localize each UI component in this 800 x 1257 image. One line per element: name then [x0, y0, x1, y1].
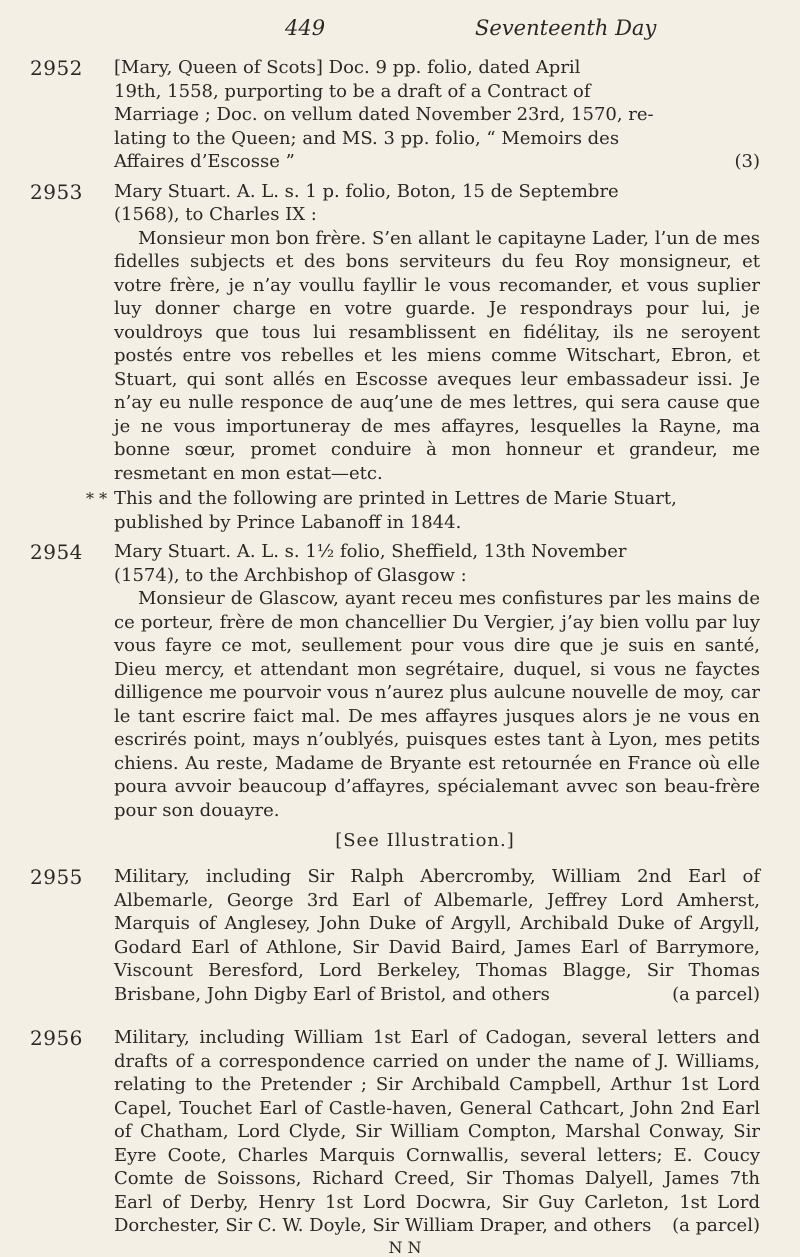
letter-text: Monsieur de Glascow, ayant receu mes confistures par les mains de ce porteur, frère de mon chancellier Du Vergier, j’ay bien vollu par luy vous fayre ce mot, seullement pour vous dire que je suis en santé, Dieu mercy, et attendant mon segrétaire, duquel, si vous ne fayctes dilligence me pourvoir vous n’aurez plus aulcune nouvelle de moy, car le tant escrire faict mal. De mes affayres jusques alors je ne vous en escrirés point, mays n’oublyés, puisques estes tant à Lyon, mes petits chiens. Au reste, Madame de Bryante est retournée en France où elle poura avvoir beaucoup d’affayres, spécialemant avvec son beau-frère pour son douayre.: [114, 588, 760, 821]
lot-description: Military, including William 1st Earl of Cadogan, several letters and drafts of a correspondence carried on under the name of J. Williams, relating to the Pretender ; Sir Archibald Campbell, Arthur 1st Lord Capel, Touchet Earl of Castle-haven, General Cathcart, John 2nd Earl of Chatham, Lord Clyde, Sir William Compton, Marshal Conway, Sir Eyre Coote, Charles Marquis Cornwallis, several letters; E. Coucy Comte de Soissons, Richard Creed, Sir Thomas Dalyell, James 7th Earl of Derby, Henry 1st Lord Docwra, Sir Guy Carleton, 1st Lord Dorchester, Sir C. W. Doyle, Sir William Draper, and others: [114, 1027, 760, 1236]
page-number: 449: [285, 16, 326, 40]
signature-mark: N N: [388, 1237, 422, 1257]
illustration-caption: [See Illustration.]: [335, 830, 515, 851]
lot-description: Military, including Sir Ralph Abercromby, William 2nd Earl of Albemarle, George 3rd Earl of Albemarle, Jeffrey Lord Amherst, Marquis of Anglesey, John Duke of Argyll, Archibald Duke of Argyll, Godard Earl of Athlone, Sir David Baird, James Earl of Barrymore, Viscount Beresford, Lord Berkeley, Thomas Blagge, Sir Thomas Brisbane, John Digby Earl of Bristol, and others: [114, 866, 760, 1005]
lot-line: [Mary, Queen of Scots] Doc. 9 pp. folio, dated April: [114, 57, 581, 78]
asterism: * *: [86, 489, 108, 508]
running-title: Seventeenth Day: [475, 16, 657, 40]
lot-line: [114, 150, 760, 174]
parcel-label: (a parcel): [672, 983, 760, 1005]
lot-entry: [30, 865, 760, 1006]
lot-line: (1574), to the Archbishop of Glasgow :: [114, 564, 467, 586]
lot-line: Mary Stuart. A. L. s. 1 p. folio, Boton, 15 de Septembre: [114, 180, 619, 202]
parcel-label: (a parcel): [672, 1215, 760, 1236]
lot-number: 2953: [30, 179, 83, 204]
note-text: This and the following are printed in Lettres de Marie Stuart, published by Prince Labanoff in 1844.: [114, 488, 677, 533]
page-header: [30, 14, 760, 50]
lot-line: Marriage ; Doc. on vellum dated November 23rd, 1570, re-: [114, 104, 654, 125]
lot-line: 19th, 1558, purporting to be a draft of a Contract of: [114, 80, 591, 102]
lot-entry: [30, 540, 760, 822]
lot-line-end: Affaires d’Escosse ”: [114, 151, 295, 172]
lot-number: 2956: [30, 1026, 83, 1050]
lot-text: [114, 1026, 760, 1238]
lot-entry: [30, 180, 760, 486]
lot-line: lating to the Queen; and MS. 3 pp. folio, “ Memoirs des: [114, 127, 620, 149]
lot-line: (1568), to Charles IX :: [114, 204, 317, 225]
footnote: [30, 487, 760, 534]
lot-entry: [30, 1026, 760, 1238]
letter-text: Monsieur mon bon frère. S’en allant le capitayne Lader, l’un de mes fidelles subjects et des bons serviteurs du feu Roy monsigneur, et votre frère, je n’ay voullu fayllir le vous recomander, et vous suplier luy donner charge en votre guarde. Je respondrays pour lui, je vouldroys que tous lui resamblissent en fidélitay, ils ne seroyent postés entre vos rebelles et les miens comme Witschart, Ebron, et Stuart, qui sont allés en Escosse aveques leur embassadeur issi. Je n’ay eu nulle responce de auq’une de mes lettres, qui sera cause que je ne vous importuneray de mes affayres, lesquelles la Rayne, ma bonne sœur, promet conduire à mon honneur et grandeur, me resmetant en mon estat—etc.: [114, 227, 760, 484]
lot-entry: [30, 56, 760, 174]
lot-line: Mary Stuart. A. L. s. 1½ folio, Sheffield, 13th November: [114, 541, 627, 562]
item-count: (3): [734, 151, 760, 172]
lot-number: 2955: [30, 865, 83, 889]
lot-text: [114, 865, 760, 1006]
lot-number: 2952: [30, 56, 83, 80]
lot-number: 2954: [30, 540, 83, 564]
